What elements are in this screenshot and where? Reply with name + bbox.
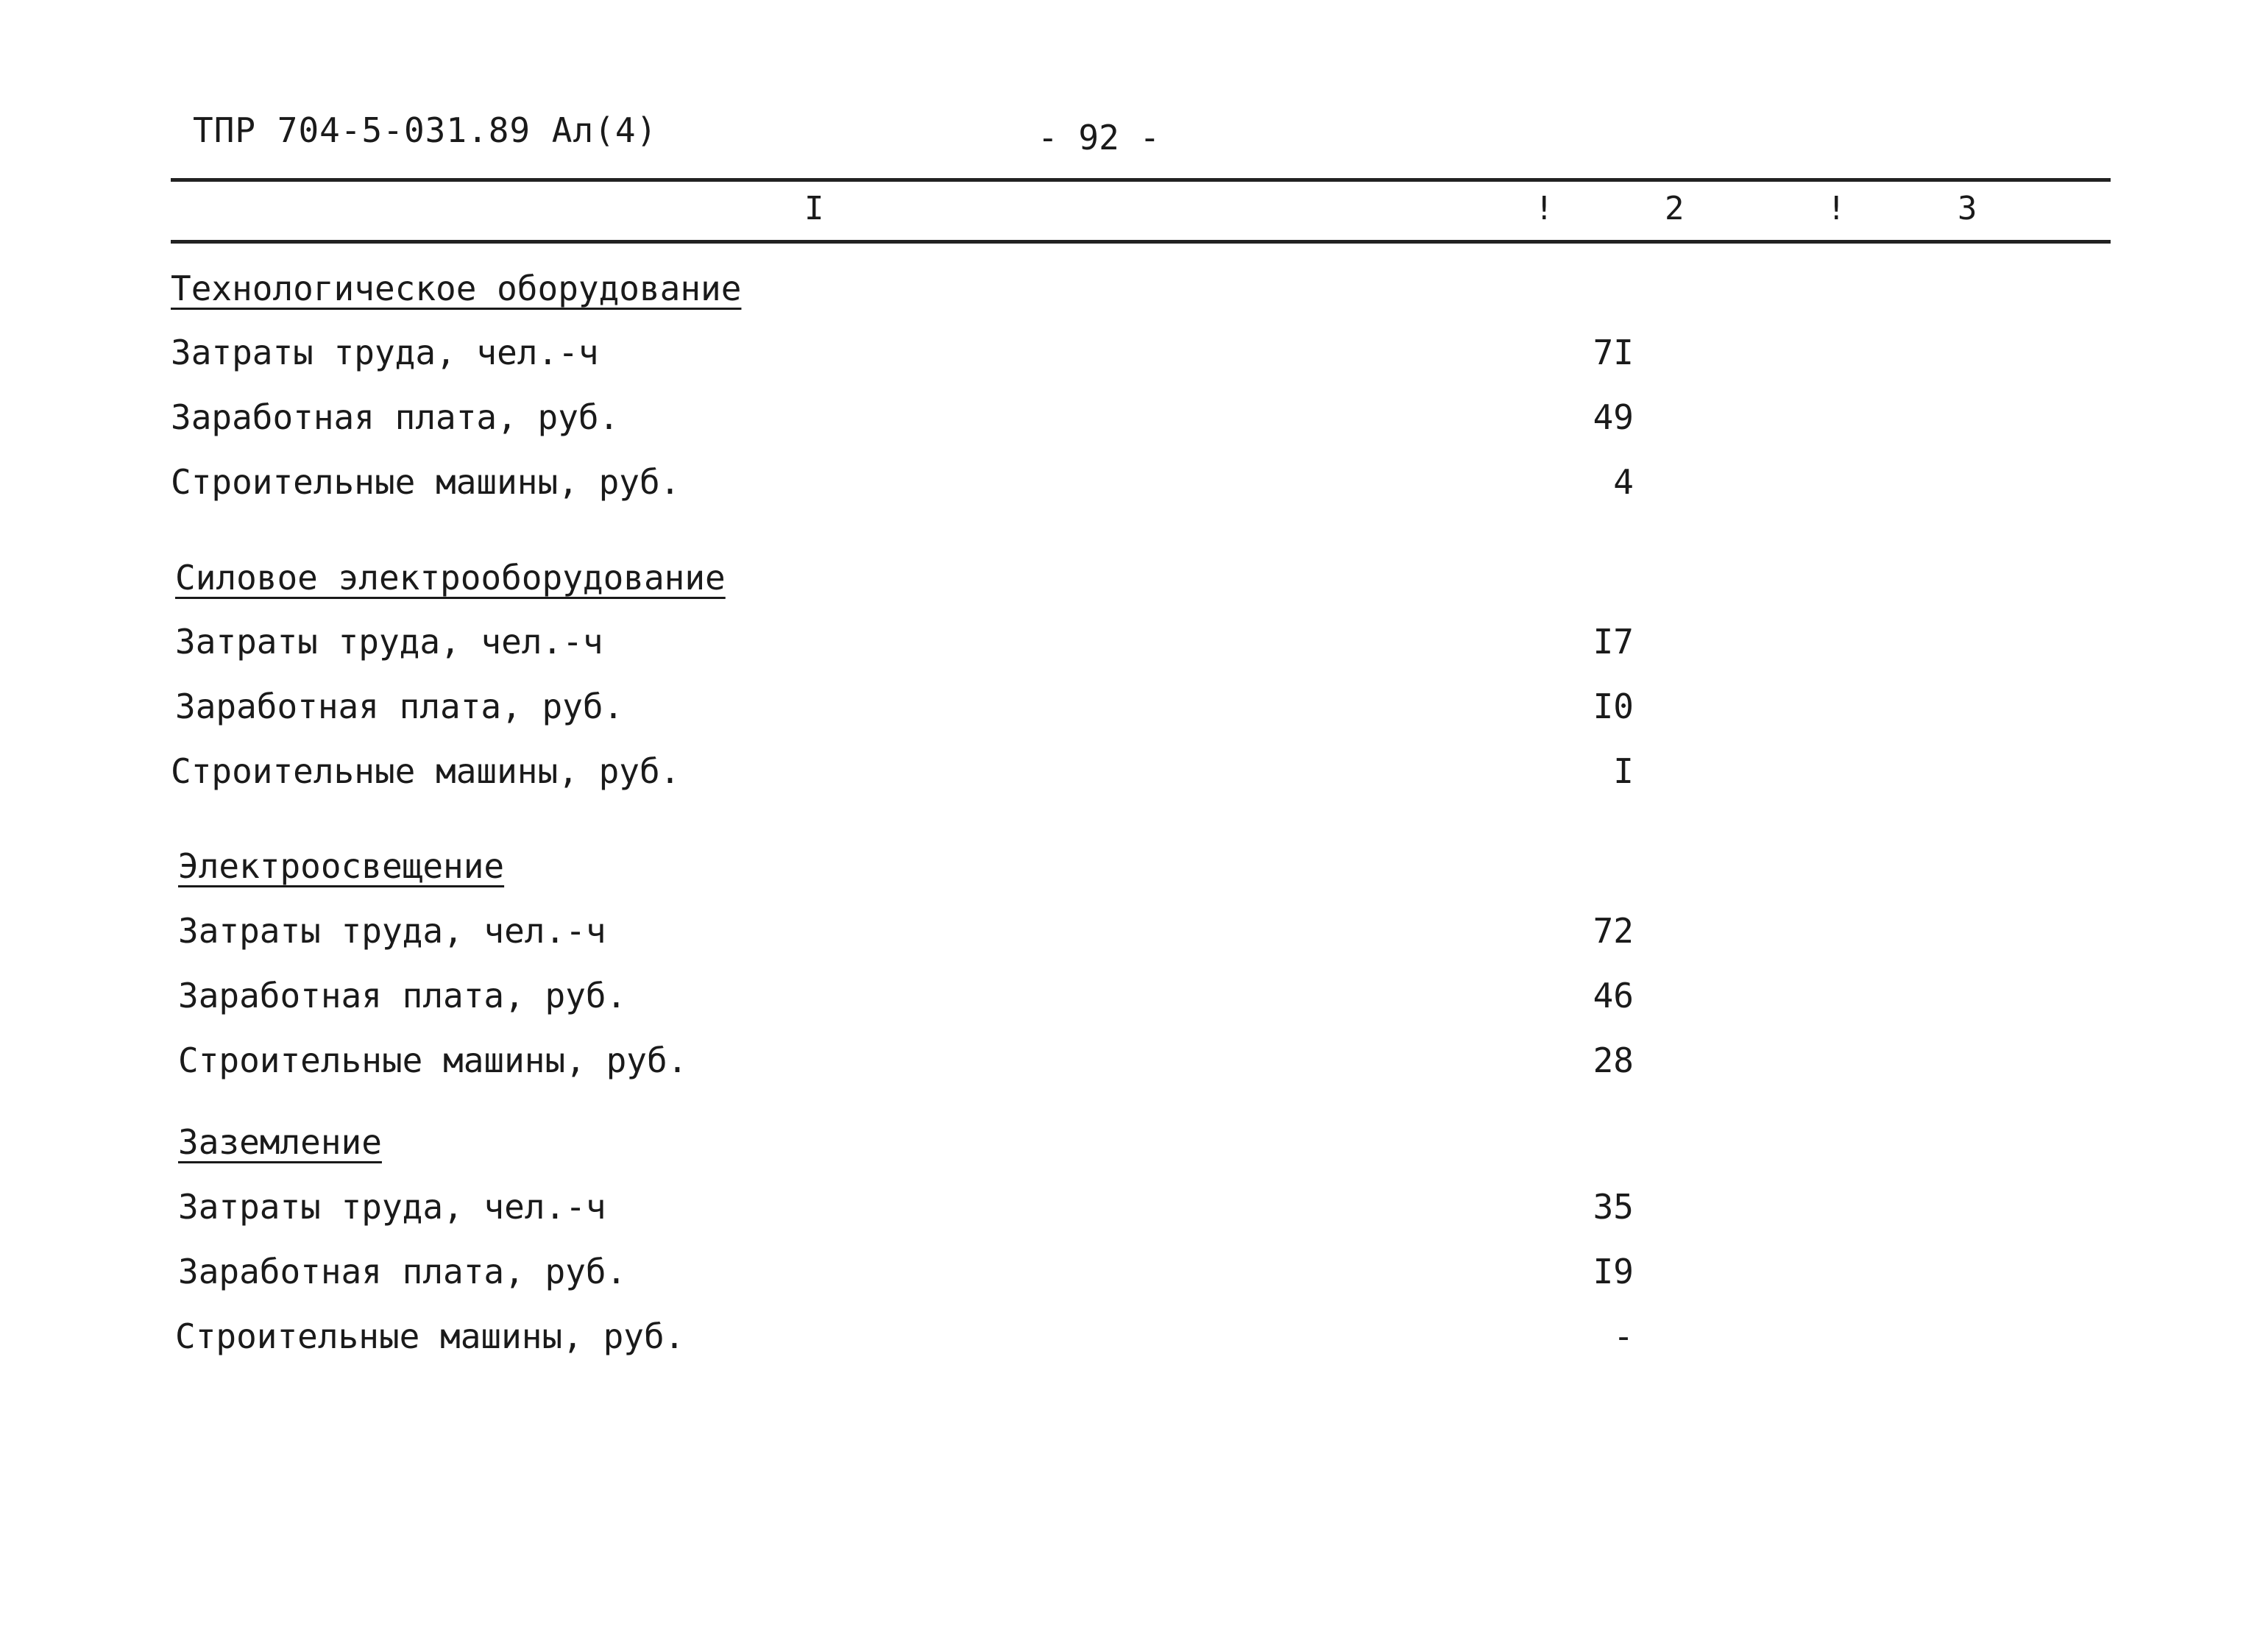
row-value: 72 xyxy=(1593,911,1634,951)
page-number: - 92 - xyxy=(1038,118,1161,157)
column-separator-2: ! xyxy=(1827,190,1846,227)
row-value: 7I xyxy=(1593,333,1634,372)
row-value: I xyxy=(1613,751,1634,791)
row-value: 35 xyxy=(1593,1187,1634,1227)
table-header-rule xyxy=(171,240,2111,244)
row-label: Строительные машины, руб. xyxy=(171,462,681,502)
row-value: I0 xyxy=(1593,687,1634,726)
row-label: Заработная плата, руб. xyxy=(178,1252,627,1291)
row-label: Затраты труда, чел.-ч xyxy=(171,333,599,372)
column-header-3: 3 xyxy=(1958,190,1977,227)
column-separator-1: ! xyxy=(1534,190,1554,227)
row-label: Строительные машины, руб. xyxy=(178,1041,688,1080)
section-title: Электроосвещение xyxy=(178,846,505,886)
section-title: Заземление xyxy=(178,1122,382,1162)
row-value: I9 xyxy=(1593,1252,1634,1291)
section-title: Силовое электрооборудование xyxy=(175,558,726,598)
row-value: 46 xyxy=(1593,976,1634,1015)
row-label: Затраты труда, чел.-ч xyxy=(178,911,606,951)
table-top-rule xyxy=(171,178,2111,182)
row-label: Строительные машины, руб. xyxy=(171,751,681,791)
column-header-1: I xyxy=(804,190,824,227)
row-value: 4 xyxy=(1613,462,1634,502)
row-value: 49 xyxy=(1593,397,1634,437)
row-label: Затраты труда, чел.-ч xyxy=(178,1187,606,1227)
row-label: Затраты труда, чел.-ч xyxy=(175,622,603,662)
column-header-2: 2 xyxy=(1665,190,1685,227)
row-label: Строительные машины, руб. xyxy=(175,1316,685,1356)
row-label: Заработная плата, руб. xyxy=(175,687,624,726)
row-label: Заработная плата, руб. xyxy=(171,397,620,437)
row-label: Заработная плата, руб. xyxy=(178,976,627,1015)
row-value: 28 xyxy=(1593,1041,1634,1080)
row-value: I7 xyxy=(1593,622,1634,662)
row-value: - xyxy=(1613,1316,1634,1356)
section-title: Технологическое оборудование xyxy=(171,269,742,308)
document-code: ТПР 704-5-031.89 Ал(4) xyxy=(193,110,658,150)
